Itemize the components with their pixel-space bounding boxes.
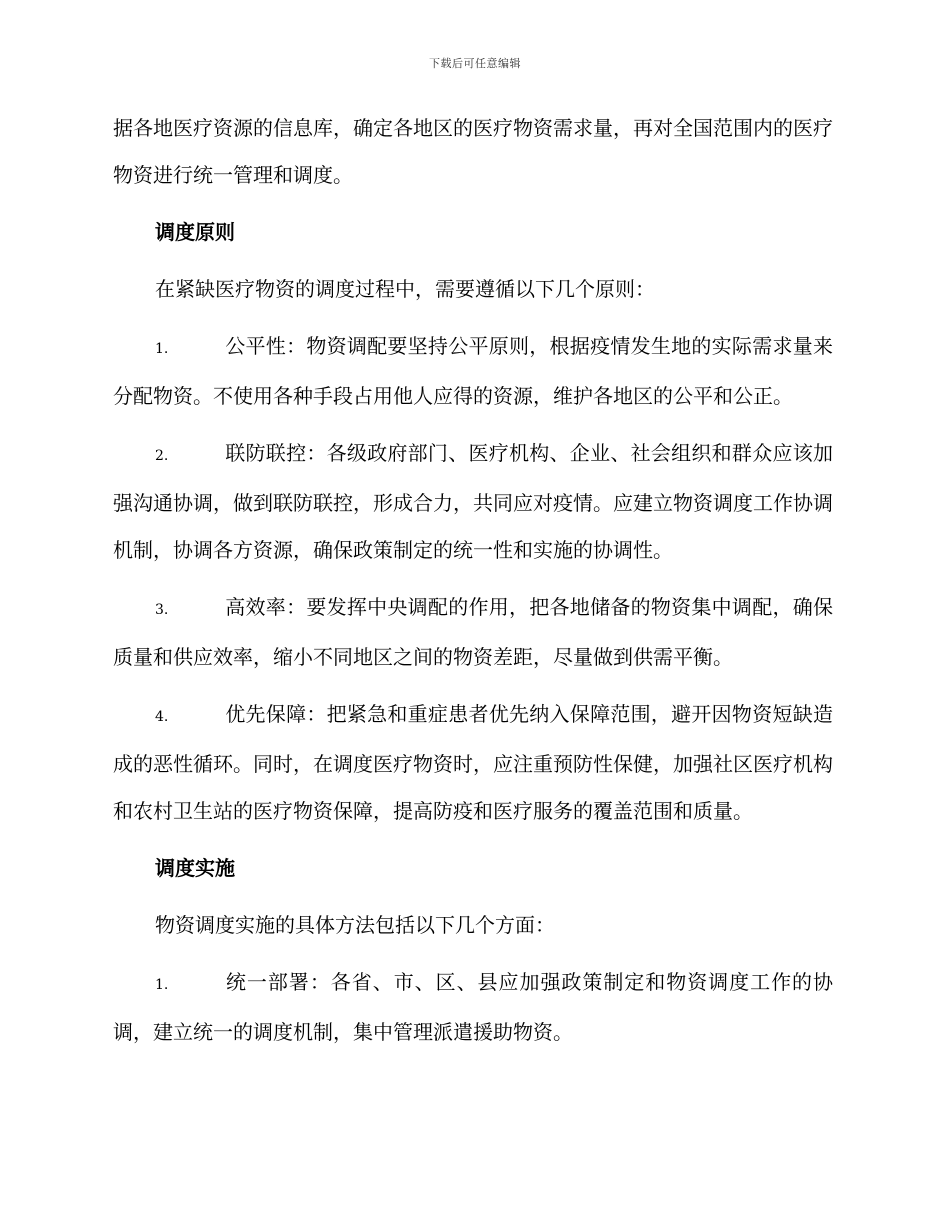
implementation-lead-paragraph: 物资调度实施的具体方法包括以下几个方面： bbox=[155, 913, 555, 937]
section-heading-principles: 调度原则 bbox=[155, 220, 235, 244]
principle-item bbox=[113, 430, 833, 574]
section-heading-implementation: 调度实施 bbox=[155, 856, 235, 880]
list-number: 3. bbox=[155, 602, 169, 618]
list-item-text: 优先保障：把紧急和重症患者优先纳入保障范围，避开因物资短缺造成的恶性循环。同时，在调度医疗物资时，应注重预防性保健，加强社区医疗机构和农村卫生站的医疗物资保障，提高防疫和医疗服务的覆盖范围和质量。 bbox=[113, 702, 833, 823]
list-number: 1. bbox=[155, 977, 169, 993]
page-header: 下载后可任意编辑 bbox=[429, 57, 521, 70]
list-item-text: 联防联控：各级政府部门、医疗机构、企业、社会组织和群众应该加强沟通协调，做到联防联控，形成合力，共同应对疫情。应建立物资调度工作协调机制，协调各方资源，确保政策制定的统一性和实施的协调性。 bbox=[113, 441, 833, 562]
principle-item bbox=[113, 584, 833, 681]
implementation-item bbox=[113, 959, 833, 1056]
list-item-text: 统一部署：各省、市、区、县应加强政策制定和物资调度工作的协调，建立统一的调度机制，集中管理派遣援助物资。 bbox=[113, 970, 833, 1044]
list-number: 2. bbox=[155, 448, 169, 464]
principles-lead-paragraph: 在紧缺医疗物资的调度过程中，需要遵循以下几个原则： bbox=[155, 277, 655, 301]
intro-paragraph: 据各地医疗资源的信息库，确定各地区的医疗物资需求量，再对全国范围内的医疗物资进行统一管理和调度。 bbox=[113, 116, 833, 187]
list-number: 4. bbox=[155, 709, 169, 725]
list-item-text: 高效率：要发挥中央调配的作用，把各地储备的物资集中调配，确保质量和供应效率，缩小不同地区之间的物资差距，尽量做到供需平衡。 bbox=[113, 595, 833, 669]
principle-item bbox=[113, 691, 833, 835]
list-number: 1. bbox=[155, 341, 169, 357]
principle-item bbox=[113, 323, 833, 420]
list-item-text: 公平性：物资调配要坚持公平原则，根据疫情发生地的实际需求量来分配物资。不使用各种手段占用他人应得的资源，维护各地区的公平和公正。 bbox=[113, 334, 833, 408]
document-body bbox=[113, 105, 833, 1066]
